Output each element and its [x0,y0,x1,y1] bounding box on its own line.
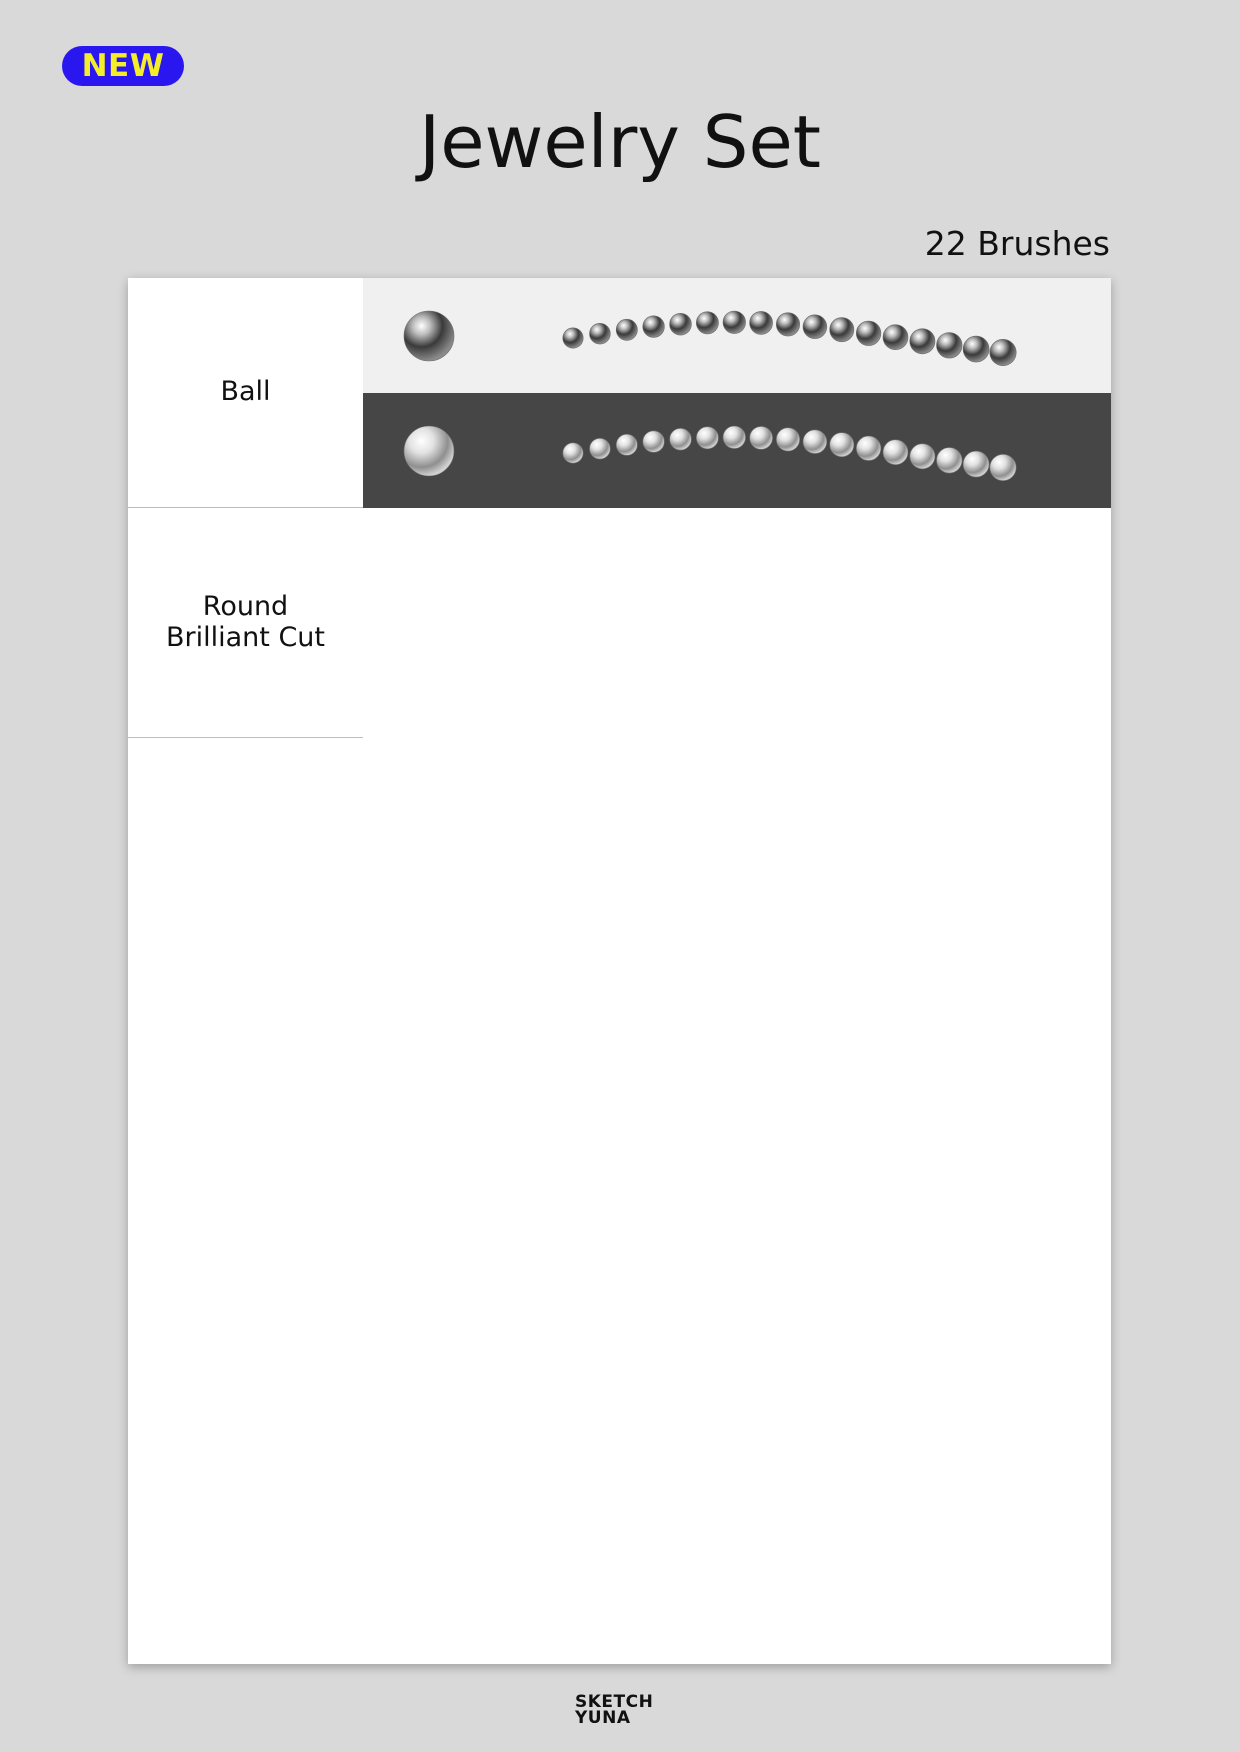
brush-stroke [563,426,1016,481]
brush-count: 22 Brushes [924,224,1110,263]
brand-line-1: SKETCH [575,1692,654,1712]
brush-stroke-mark [776,313,799,336]
brush-stroke-mark [616,434,637,455]
brush-stroke-mark [963,336,989,362]
brush-stroke-mark [616,319,637,340]
brush-table [128,278,1111,1664]
brush-stroke-mark [590,323,611,344]
brand-line-2: YUNA [575,1708,631,1728]
brush-stroke-mark [856,321,881,346]
brush-stroke-mark [990,339,1016,365]
brush-group-label: Ball [128,278,363,508]
ball-gem-icon [404,311,454,361]
brush-row-ball-light [363,278,1111,393]
brush-stroke [563,311,1016,366]
brush-stroke-mark [803,315,827,339]
new-badge: NEW [62,46,184,86]
brush-stroke-mark [830,433,854,457]
brush-row-ball-dark [363,393,1111,508]
brush-stroke-mark [963,451,989,477]
brush-stroke-mark [910,444,935,469]
brush-stroke-mark [776,428,799,451]
brush-stroke-mark [696,312,718,334]
brush-stroke-mark [643,431,665,453]
brush-stroke-mark [883,325,908,350]
brush-stroke-mark [563,443,583,463]
brush-stroke-mark [937,448,963,474]
brush-stroke-mark [830,318,854,342]
brush-stroke-mark [883,440,908,465]
brush-stroke-mark [670,428,692,450]
brush-stroke-mark [990,454,1016,480]
brush-stroke-mark [750,311,773,334]
brush-stroke-mark [696,427,718,449]
brand-logo [575,1694,653,1726]
brush-stroke-mark [643,316,665,338]
brush-stroke-mark [670,313,692,335]
brush-stroke-mark [563,328,583,348]
ball-gem-icon [404,426,454,476]
brush-group-label: Round Brilliant Cut [128,508,363,738]
brush-stroke-mark [856,436,881,461]
brush-preview [363,393,1111,508]
brush-stroke-mark [910,329,935,354]
brush-stroke-mark [723,311,746,334]
brush-stroke-mark [803,430,827,454]
page-title: Jewelry Set [418,100,822,184]
brush-stroke-mark [590,438,611,459]
brush-stroke-mark [723,426,746,449]
brush-stroke-mark [937,333,963,359]
brush-stroke-mark [750,426,773,449]
brush-preview [363,278,1111,393]
